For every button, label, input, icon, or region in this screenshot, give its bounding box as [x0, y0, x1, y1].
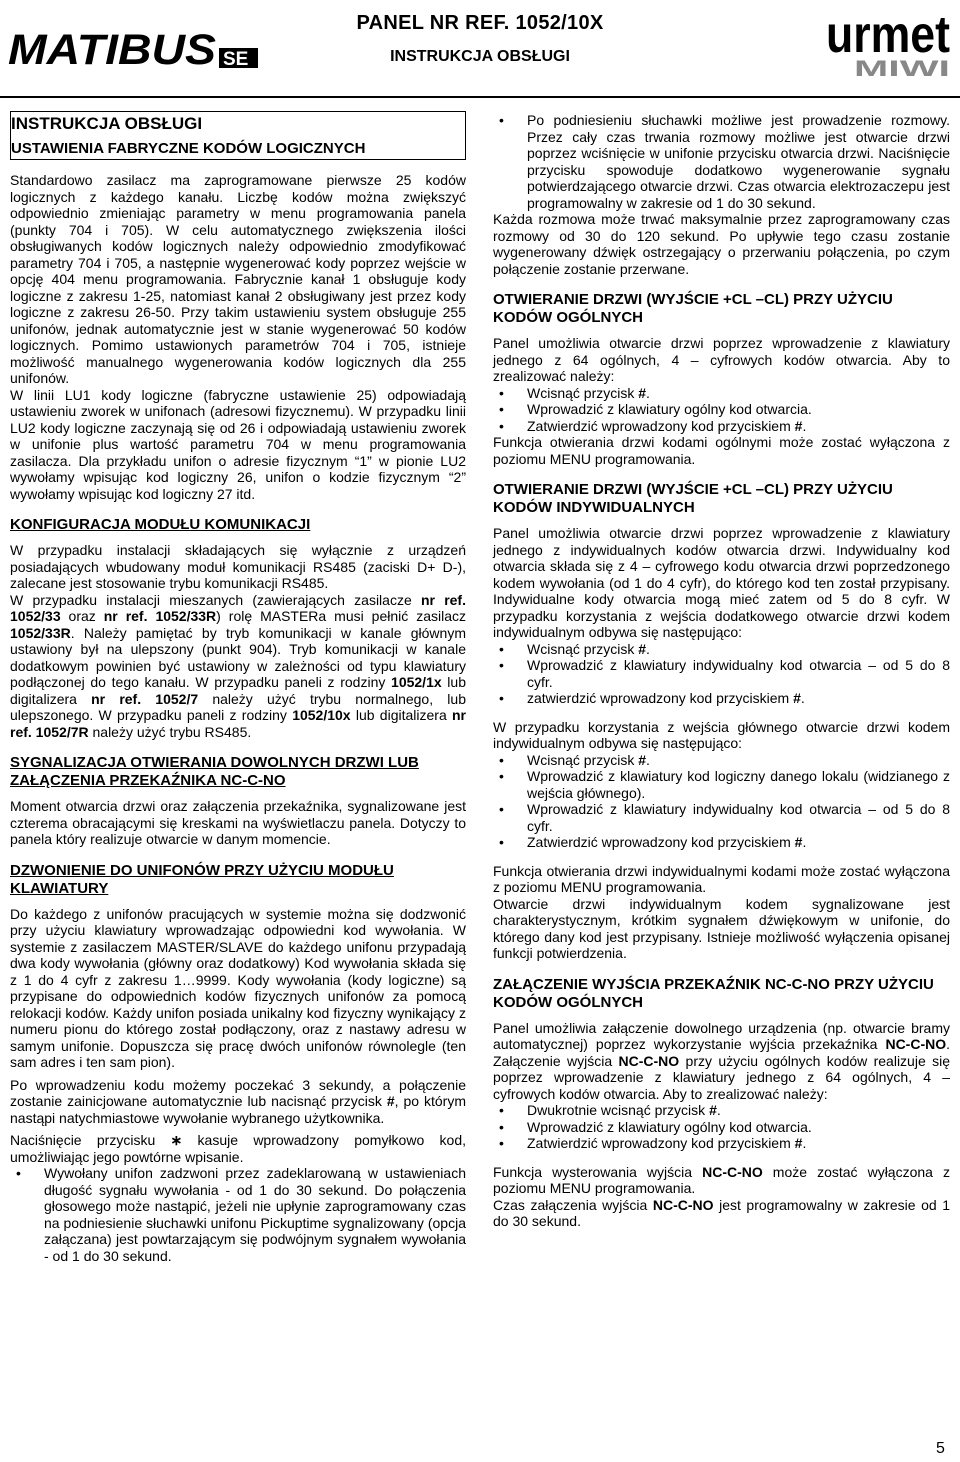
matibus-logo-text: MATIBUS [8, 26, 217, 72]
factory-settings-paragraph-2: W linii LU1 kody logiczne (fabryczne ustawienie 25) odpowiadają ustawieniu zworek w unifonach (adresowi fizycznemu). W przypadku linii LU2 kody logiczne zaczynają się od 26 i odpowiadają ustawieniu zworek w unifonie plus wartość parametru 704 w menu programowania zasilacza. Dla przykładu unifon o adresie fizycznym “1” w pionie LU2 wywołamy wpisując kod logiczny 26, unifon o kodzie fizycznym “2” wywołamy wpisując kod logiczny 27 itd. [10, 386, 466, 502]
miwi-logo-text: MIWI [854, 56, 950, 78]
general-codes-heading: OTWIERANIE DRZWI (WYJŚCIE +CL –CL) PRZY UŻYCIU KODÓW OGÓLNYCH [493, 291, 893, 326]
right-column [493, 100, 950, 1230]
calling-paragraph-2: Po wprowadzeniu kodu możemy poczekać 3 sekundy, a połączenie zostanie zainicjowane automatycznie lub nacisnąć przycisk #, po którym nastąpi natychmiastowe wywołanie wybranego użytkownika. [10, 1076, 467, 1126]
list-item: • Wcisnąć przycisk #. [493, 385, 950, 402]
signaling-paragraph: Moment otwarcia drzwi oraz załączenia przekaźnika, sygnalizowane jest czterema obracającymi się kreskami na wyświetlaczu panela. Dotyczy to panela który realizuje otwarcie w danym momencie. [10, 798, 466, 847]
individual-codes-paragraph-4: Otwarcie drzwi indywidualnym kodem sygnalizowane jest charakterystycznym, krótkim sygnałem dźwiękowym w unifonie, do którego dany kod jest przypisany. Istnieje możliwość wyłączenia opisanej funkcji potwierdzenia. [493, 895, 950, 961]
relay-list [493, 1102, 950, 1152]
calling-list [10, 1165, 466, 1264]
page-subtitle: INSTRUKCJA OBSŁUGI [390, 48, 570, 65]
communication-paragraph-1: W przypadku instalacji składających się wyłącznie z urządzeń posiadających wbudowany moduł komunikacji RS485 (zaciski D+ D-), zalecane jest stosowanie trybu komunikacji RS485. [10, 542, 466, 591]
general-codes-list [493, 385, 950, 435]
relay-paragraph-3: Czas załączenia wyjścia NC-C-NO jest programowalny w zakresie od 1 do 30 sekund. [493, 1196, 950, 1229]
list-item: • Zatwierdzić wprowadzony kod przyciskiem #. [493, 418, 950, 435]
box-title: INSTRUKCJA OBSŁUGI [11, 114, 203, 133]
calling-heading: DZWONIENIE DO UNIFONÓW PRZY UŻYCIU MODUŁU KLAWIATURY [10, 861, 394, 897]
urmet-logo-text: urmet [826, 6, 950, 64]
conversation-paragraph: Każda rozmowa może trwać maksymalnie przez zaprogramowany czas rozmowy od 30 do 120 sekund. Po upływie tego czasu zostanie wygenerowany dźwięk ostrzegający o przerwaniu połączenia, po czym połączenie zostanie przerwane. [493, 211, 950, 277]
general-codes-paragraph: Panel umożliwia otwarcie drzwi poprzez wprowadzenie z klawiatury jednego z 64 ogólnych, 4 – cyfrowych kodów otwarcia. Aby to zrealizować należy: [493, 335, 950, 384]
factory-settings-paragraph-1: Standardowo zasilacz ma zaprogramowane pierwsze 25 kodów logicznych z każdego kanału. Liczbę kodów można zwiększyć odpowiednio zmieniając parametry w menu programowania panela (punkty 704 i 705). W celu automatycznego zwiększenia ilości obsługiwanych kodów logicznych należy odpowiednio zmodyfikować parametry 704 i 705, a następnie wygenerować kody poprzez wejście w opcję 404 menu programowania. Fabrycznie kanał 1 obsługuje kody logiczne z zakresu 1-25, natomiast kanał 2 obsługiwany jest przez kody logiczne z zakresu 26-50. Przy takim ustawieniu system obsługuje 255 unifonów, jednak automatycznie jest w stanie wygenerować 50 kodów logicznych. Pomimo ustawionych parametrów 704 i 705, istnieje możliwość manualnego wygenerowania kodów logicznych dla 255 unifonów. [10, 172, 466, 386]
individual-codes-paragraph-2: W przypadku korzystania z wejścia głównego otwarcie drzwi kodem indywidualnym odbywa się następująco: [493, 718, 950, 751]
list-item: • Wywołany unifon zadzwoni przez zadeklarowaną w ustawieniach długość sygnału wywołania - od 1 do 30 sekund. Do połączenia głosowego może nastąpić, jeżeli nie upłynie zaprogramowany czas na podniesienie słuchawki unifonu Pickuptime sygnalizowany (opcja załączana) jest powtarzającym się podwójnym sygnałem wywołania - od 1 do 30 sekund. [10, 1165, 466, 1264]
signaling-heading: SYGNALIZACJA OTWIERANIA DOWOLNYCH DRZWI LUB ZAŁĄCZENIA PRZEKAŹNIKA NC-C-NO [10, 754, 419, 789]
communication-module-heading: KONFIGURACJA MODUŁU KOMUNIKACJI [10, 516, 311, 533]
list-item: • Zatwierdzić wprowadzony kod przyciskiem #. [493, 1135, 950, 1152]
relay-heading: ZAŁĄCZENIE WYJŚCIA PRZEKAŹNIK NC-C-NO PRZY UŻYCIU KODÓW OGÓLNYCH [493, 975, 934, 1011]
header-divider [0, 96, 960, 98]
factory-settings-heading: USTAWIENIA FABRYCZNE KODÓW LOGICZNYCH [11, 139, 366, 157]
conversation-list [493, 112, 950, 211]
list-item: • Wcisnąć przycisk #. [493, 641, 950, 658]
communication-paragraph-2: W przypadku instalacji mieszanych (zawierających zasilacze nr ref. 1052/33 oraz nr ref. 1052/33R) rolę MASTERa musi pełnić zasilacz 1052/33R. Należy pamiętać by tryb komunikacji w kanale głównym ustawiony był na ulepszony (punkt 904). Tryb komunikacji w kanale dodatkowym powinien być ustawiony w zależności od typu klawiatury podłączonej do tego kanału. W przypadku paneli z rodziny 1052/1x lub digitalizera nr ref. 1052/7 należy użyć trybu normalnego, lub ulepszonego. W przypadku paneli z rodziny 1052/10x lub digitalizera nr ref. 1052/7R należy użyć trybu RS485. [10, 591, 466, 740]
calling-paragraph-1: Do każdego z unifonów pracujących w systemie można się dodzwonić przy użyciu klawiatury wprowadzając odpowiedni kod wywołania. W systemie z zasilaczem MASTER/SLAVE do każdego unifonu przypadają dwa kody wywołania (główny oraz dodatkowy) Kod wywołania składa się z 1 do 4 cyfr z zakresu 1…9999. Kody wywołania (kody logiczne) są przypisane do odpowiednich kodów fizycznych unifonów za pomocą relokacji kodów. Każdy unifon posiada unikalny kod fizyczny wynikający z numeru pionu do którego został podłączony, oraz z nastawy adresu w samym unifonie. Dopuszcza się pracę dwóch unifonów równolegle (ten sam adres i ten sam pion). [10, 905, 466, 1070]
list-item: • Wprowadzić z klawiatury kod logiczny danego lokalu (widzianego z wejścia głównego). [493, 768, 950, 801]
individual-codes-paragraph-3: Funkcja otwierania drzwi indywidualnymi kodami może zostać wyłączona z poziomu MENU programowania. [493, 862, 950, 895]
list-item: • Po podniesieniu słuchawki możliwe jest prowadzenie rozmowy. Przez cały czas trwania rozmowy możliwe jest otwarcie drzwi poprzez wciśnięcie w unifonie przycisku otwarcia drzwi. Naciśnięcie przycisku spowoduje dodatkowo wygenerowanie sygnału potwierdzającego otwarcie drzwi. Czas otwarcia elektrozaczepu jest programowalny w zakresie od 1 do 30 sekund. [493, 112, 950, 211]
list-item: • Dwukrotnie wcisnąć przycisk #. [493, 1102, 950, 1119]
individual-codes-list [493, 641, 950, 707]
list-item: • zatwierdzić wprowadzony kod przyciskiem #. [493, 690, 950, 707]
individual-codes-paragraph: Panel umożliwia otwarcie drzwi poprzez wprowadzenie z klawiatury jednego z indywidualnych kodów otwarcia drzwi. Indywidualny kod otwarcia składa się z 4 – cyfrowego kodu otwarcia drzwi poprzedzonego kodem wywołania (od 1 do 4 cyfr), do którego kod ten został przypisany. Indywidualne kody otwarcia mogą mieć zatem od 5 do 8 cyfr. W przypadku korzystania z wejścia dodatkowego otwarcie drzwi kodem indywidualnym odbywa się następująco: [493, 525, 950, 640]
instructions-header-box [10, 111, 466, 160]
relay-paragraph-2: Funkcja wysterowania wyjścia NC-C-NO może zostać wyłączona z poziomu MENU programowania. [493, 1163, 950, 1196]
list-item: • Wprowadzić z klawiatury indywidualny kod otwarcia – od 5 do 8 cyfr. [493, 801, 950, 834]
page-title: PANEL NR REF. 1052/10X [356, 12, 604, 34]
page-header [0, 0, 960, 100]
matibus-logo-suffix: SE [223, 49, 249, 70]
calling-paragraph-3: Naciśnięcie przycisku ∗ kasuje wprowadzony pomyłkowo kod, umożliwiając jego powtórne wpisanie. [10, 1132, 466, 1165]
relay-paragraph-1: Panel umożliwia załączenie dowolnego urządzenia (np. otwarcie bramy automatycznej) poprzez wykorzystanie wyjścia przekaźnika NC-C-NO. Załączenie wyjścia NC-C-NO przy użyciu ogólnych kodów realizuje się poprzez wprowadzenie z klawiatury jednego z 64 ogólnych, 4 – cyfrowych kodów otwarcia. Aby to zrealizować należy: [493, 1019, 950, 1102]
list-item: • Wprowadzić z klawiatury indywidualny kod otwarcia – od 5 do 8 cyfr. [493, 657, 950, 690]
page-number: 5 [936, 1440, 945, 1457]
list-item: • Zatwierdzić wprowadzony kod przyciskiem #. [493, 834, 950, 851]
list-item: • Wprowadzić z klawiatury ogólny kod otwarcia. [493, 1119, 950, 1136]
list-item: • Wcisnąć przycisk #. [493, 752, 950, 769]
left-column [10, 100, 466, 1264]
list-item: • Wprowadzić z klawiatury ogólny kod otwarcia. [493, 401, 950, 418]
individual-codes-main-list [493, 752, 950, 851]
individual-codes-heading: OTWIERANIE DRZWI (WYJŚCIE +CL –CL) PRZY UŻYCIU KODÓW INDYWIDUALNYCH [493, 481, 893, 516]
urmet-logo [826, 4, 952, 78]
general-codes-paragraph-2: Funkcja otwierania drzwi kodami ogólnymi może zostać wyłączona z poziomu MENU programowania. [493, 434, 950, 467]
